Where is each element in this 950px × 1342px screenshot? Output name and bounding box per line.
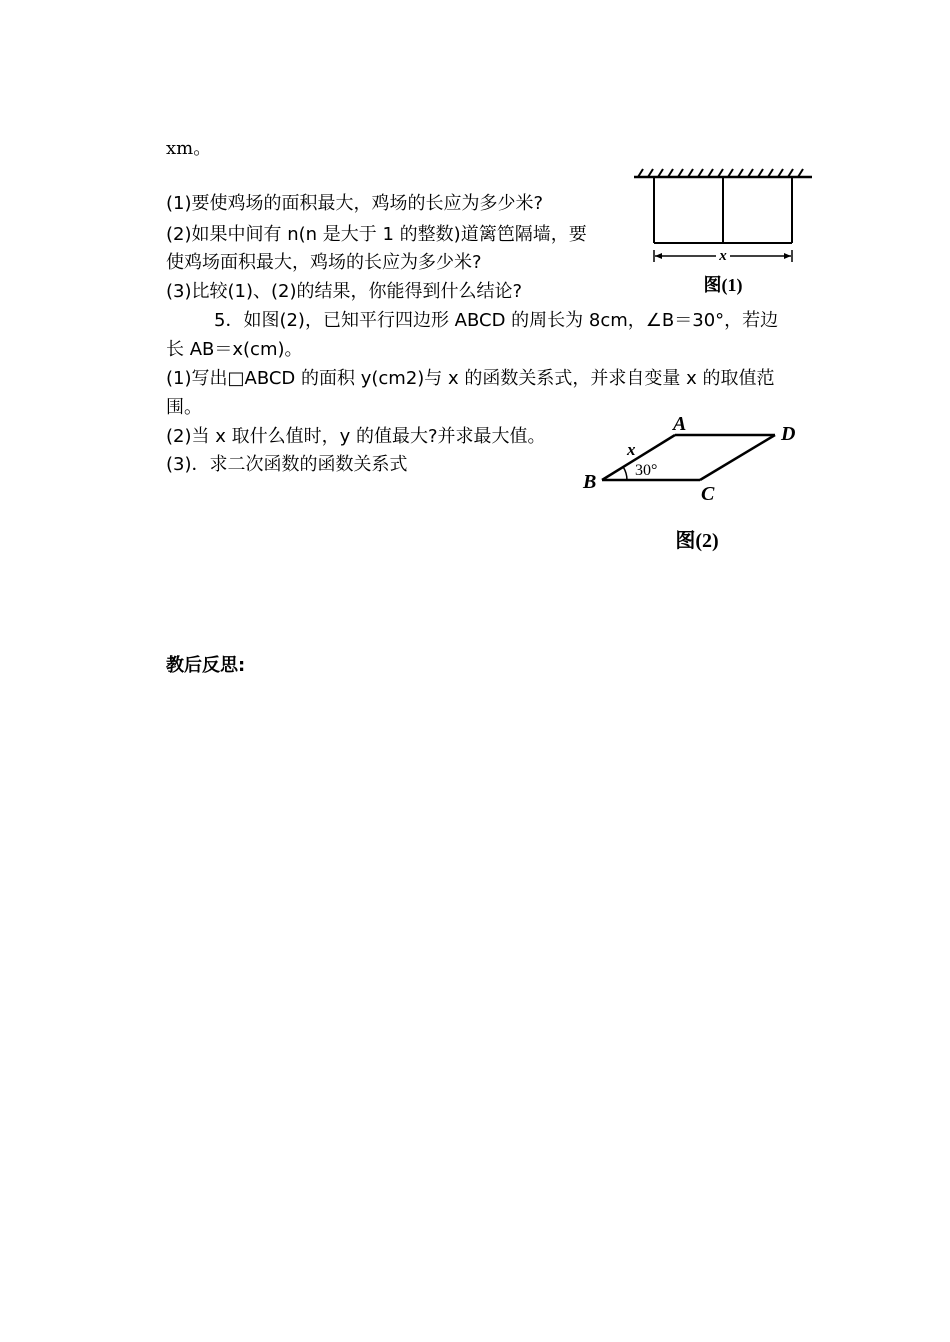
angle-arc bbox=[623, 467, 627, 480]
vertex-a: A bbox=[673, 413, 687, 435]
figure-2-parallelogram bbox=[575, 408, 815, 558]
q4-part3: (3)比较(1)、(2)的结果，你能得到什么结论? bbox=[166, 281, 523, 302]
q5-part2: (2)当 x 取什么值时，y 的值最大?并求最大值。 bbox=[166, 426, 546, 447]
vertex-b: B bbox=[583, 471, 597, 493]
q4-part1: (1)要使鸡场的面积最大，鸡场的长应为多少米? bbox=[166, 193, 544, 214]
q5-part1-line2: 围。 bbox=[166, 397, 202, 418]
q5-intro-line1: 5．如图(2)，已知平行四边形 ABCD 的周长为 8cm，∠B＝30°，若边 bbox=[214, 310, 779, 331]
wall-hatching bbox=[634, 169, 812, 177]
side-label-x: x bbox=[627, 440, 636, 459]
reflection-heading: 教后反思: bbox=[166, 655, 246, 676]
figure-1-chicken-coop bbox=[628, 166, 818, 298]
q4-part2-line1: (2)如果中间有 n(n 是大于 1 的整数)道篱笆隔墙，要 bbox=[166, 224, 587, 245]
line-xm: xm。 bbox=[166, 138, 212, 159]
q5-part3: (3)．求二次函数的函数关系式 bbox=[166, 454, 408, 475]
vertex-c: C bbox=[701, 483, 715, 505]
figure-1-caption: 图(1) bbox=[703, 275, 743, 295]
angle-label: 30° bbox=[635, 462, 658, 479]
q4-part2-line2: 使鸡场面积最大，鸡场的长应为多少米? bbox=[166, 252, 482, 273]
q5-part1-line1: (1)写出□ABCD 的面积 y(cm2)与 x 的函数关系式，并求自变量 x 的取值范 bbox=[166, 368, 775, 389]
figure-2-caption: 图(2) bbox=[675, 530, 719, 552]
dimension-label: x bbox=[719, 248, 727, 264]
vertex-d: D bbox=[781, 423, 796, 445]
fence-rectangle bbox=[654, 177, 792, 243]
q5-intro-line2: 长 AB＝x(cm)。 bbox=[166, 339, 303, 360]
